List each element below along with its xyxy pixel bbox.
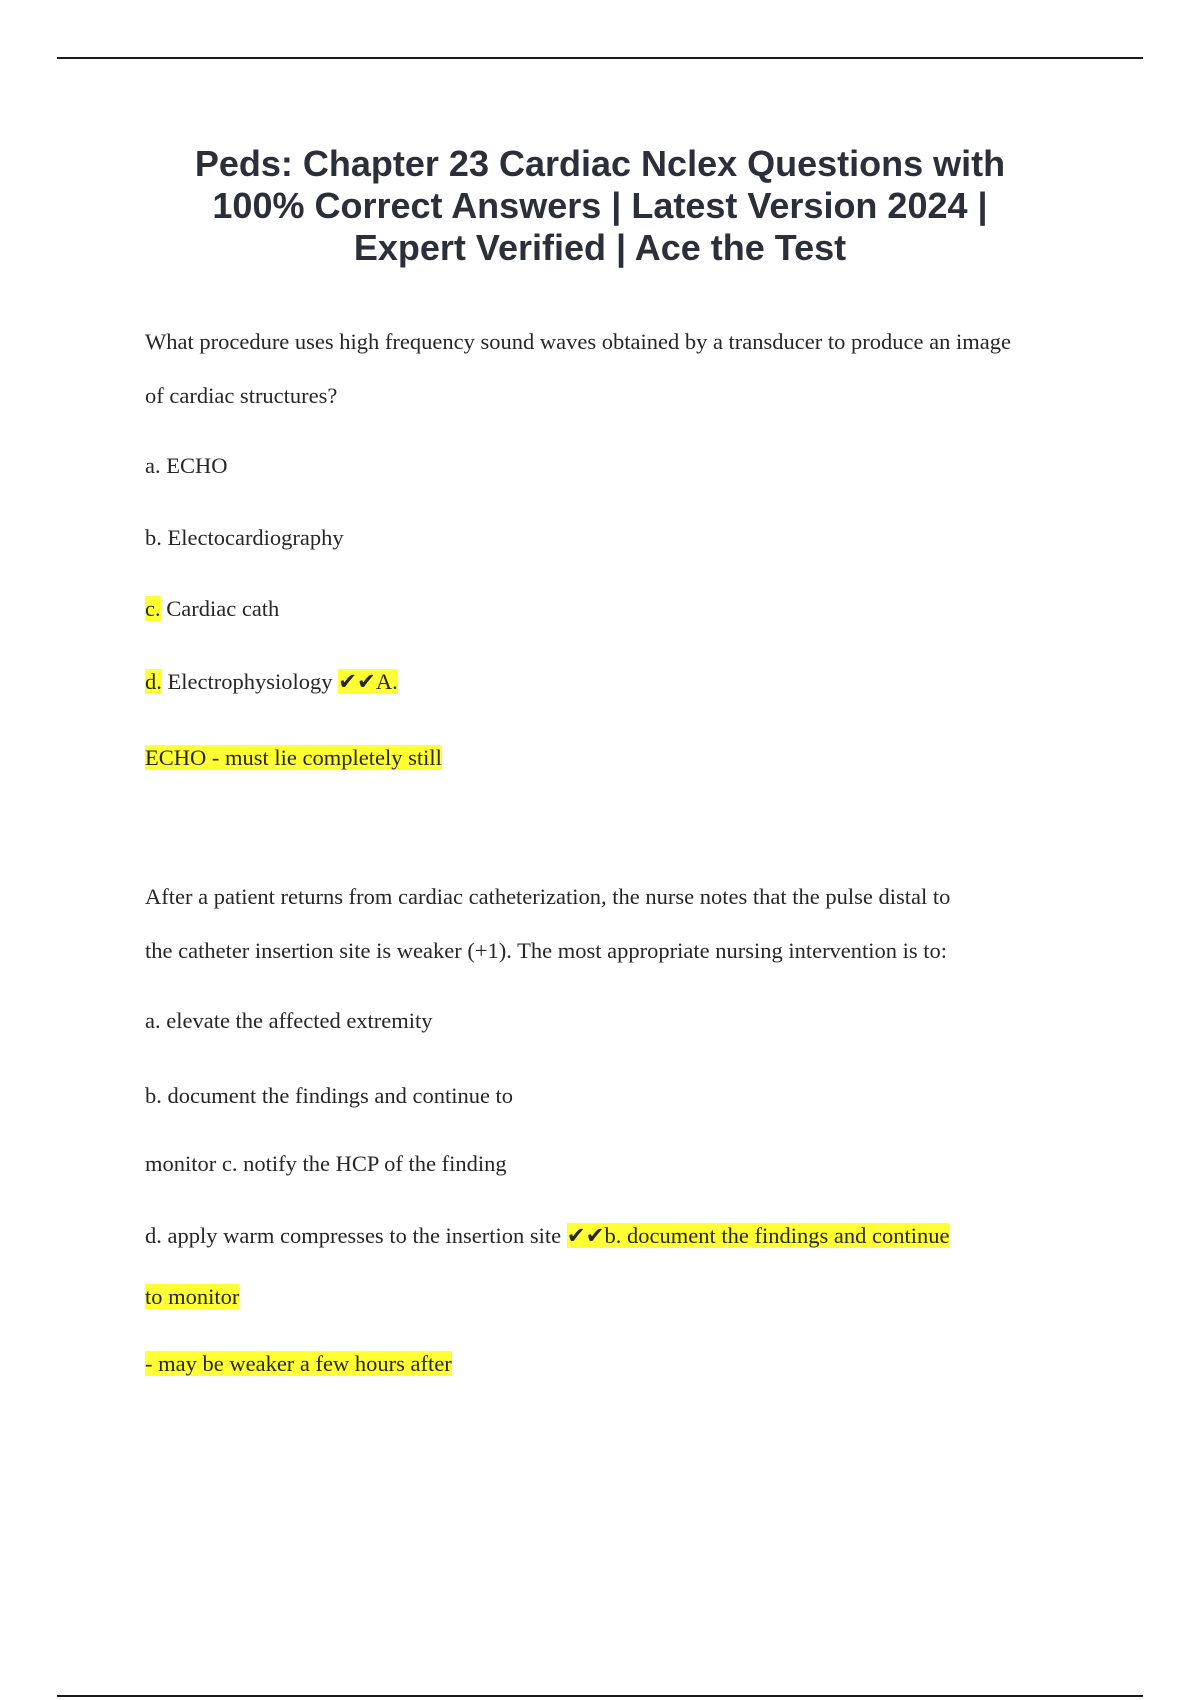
q1-option-c-letter: c. <box>145 596 161 621</box>
title-line-2: 100% Correct Answers | Latest Version 2024 | <box>212 185 988 226</box>
q1-stem-line-1: What procedure uses high frequency sound waves obtained by a transducer to produce an image <box>145 329 1011 354</box>
q1-answer-marker: ✔✔A. <box>338 669 398 694</box>
q1-option-d-letter: d. <box>145 669 162 694</box>
title-line-1: Peds: Chapter 23 Cardiac Nclex Questions with <box>194 143 1006 184</box>
q1-rationale <box>145 743 442 773</box>
q2-rationale-text: - may be weaker a few hours after <box>145 1351 452 1376</box>
q1-option-c <box>145 594 279 624</box>
bottom-rule <box>57 1695 1143 1697</box>
q2-stem-line-1: After a patient returns from cardiac catheterization, the nurse notes that the pulse distal to <box>145 884 951 909</box>
q1-stem-line-2: of cardiac structures? <box>145 383 338 408</box>
q2-option-d <box>145 1221 949 1251</box>
q2-option-d-text: d. apply warm compresses to the insertion site <box>145 1223 567 1248</box>
q1-option-d <box>145 667 398 697</box>
top-rule <box>57 57 1143 59</box>
q1-rationale-text: ECHO - must lie completely still <box>145 745 442 770</box>
q1-option-d-text: Electrophysiology <box>161 669 339 694</box>
q2-answer-continued <box>145 1282 239 1312</box>
q2-option-bc: monitor c. notify the HCP of the finding <box>145 1151 507 1176</box>
q1-option-b: b. Electocardiography <box>145 525 344 550</box>
title-line-3: Expert Verified | Ace the Test <box>353 227 847 268</box>
q2-option-b: b. document the findings and continue to <box>145 1083 514 1108</box>
q2-answer-cont-text: to monitor <box>145 1284 240 1309</box>
q2-rationale <box>145 1349 452 1379</box>
q2-option-a: a. elevate the affected extremity <box>145 1008 433 1033</box>
q2-answer-marker: ✔✔b. document the findings and continue <box>566 1223 950 1248</box>
document-title <box>100 143 1100 269</box>
q2-stem-line-2: the catheter insertion site is weaker (+1). The most appropriate nursing intervention is to: <box>145 938 948 963</box>
q1-option-c-text: Cardiac cath <box>160 596 280 621</box>
q1-option-a: a. ECHO <box>145 453 228 478</box>
